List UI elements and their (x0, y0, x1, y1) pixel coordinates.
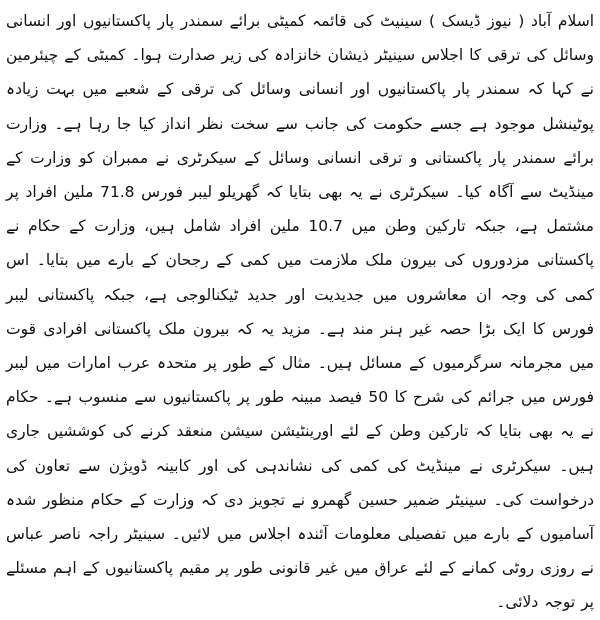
article-body-paragraph: اسلام آباد ( نیوز ڈیسک ) سینیٹ کی قائمہ کمیٹی برائے سمندر پار پاکستانیوں اور انسانی وسائل کی ترقی کا اجلاس سینیٹر ذیشان خانزادہ کی زیر صدارت ہوا۔ کمیٹی کے چیئرمین نے کہا کہ سمندر پار پاکستانیوں اور انسانی وسائل کی ترقی کے شعبے میں بہت زیادہ پوٹینشل موجود ہے جسے حکومت کی جانب سے سخت نظر انداز کیا جا رہا ہے۔ وزارت برائے سمندر پار پاکستانی و ترقی انسانی وسائل کے سیکرٹری نے ممبران کو وزارت کے مینڈیٹ سے آگاہ کیا۔ سیکرٹری نے یہ بھی بتایا کہ گھریلو لیبر فورس 71.8 ملین افراد پر مشتمل ہے، جبکہ تارکین وطن میں 10.7 ملین افراد شامل ہیں، وزارت کے حکام نے پاکستانی مزدوروں کی بیرون ملک ملازمت میں کمی کے رجحان کے بارے میں بتایا۔ اس کمی کی وجہ ان معاشروں میں جدیدیت اور جدید ٹیکنالوجی ہے، جبکہ پاکستانی لیبر فورس کا ایک بڑا حصہ غیر ہنر مند ہے۔ مزید یہ کہ بیرون ملک پاکستانی افرادی قوت میں مجرمانہ سرگرمیوں کے مسائل ہیں۔ مثال کے طور پر متحدہ عرب امارات میں لیبر فورس میں جرائم کی شرح کا 50 فیصد مبینہ طور پر پاکستانیوں سے منسوب ہے۔ حکام نے یہ بھی بتایا کہ تارکین وطن کے لئے اورینٹیشن سیشن منعقد کرنے کی کوششیں جاری ہیں۔ سیکرٹری نے مینڈیٹ کی کمی کی نشاندہی کی اور کابینہ ڈویژن سے تعاون کی درخواست کی۔ سینیٹر ضمیر حسین گھمرو نے تجویز دی کہ وزارت کے حکام منظور شدہ آسامیوں کے بارے میں تفصیلی معلومات آئندہ اجلاس میں لائیں۔ سینیٹر راجہ ناصر عباس نے روزی روٹی کمانے کے لئے عراق میں غیر قانونی طور پر مقیم پاکستانیوں کے اہم مسئلے پر توجہ دلائی۔ (6, 12, 595, 612)
